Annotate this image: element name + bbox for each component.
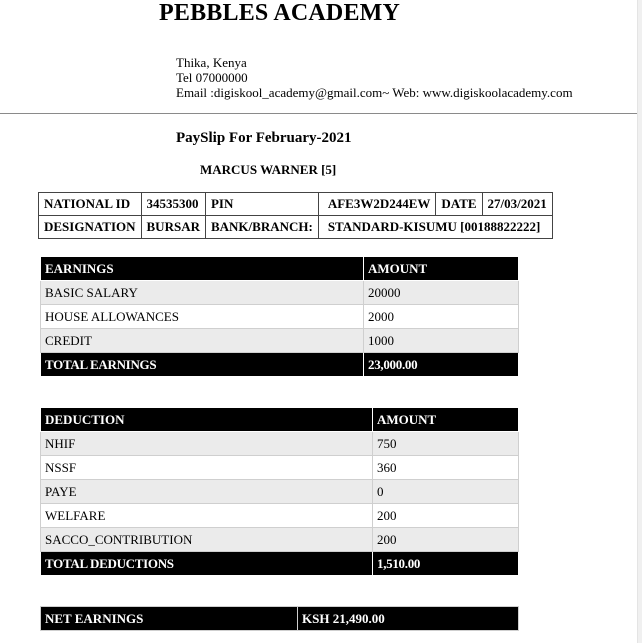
deduction-item: WELFARE — [41, 504, 373, 528]
deduction-amount: 200 — [373, 528, 519, 552]
deduction-item: NHIF — [41, 432, 373, 456]
deductions-table — [40, 407, 519, 576]
net-earnings-row — [41, 607, 519, 631]
net-earnings-label: NET EARNINGS — [41, 607, 298, 631]
earning-item: BASIC SALARY — [41, 281, 364, 305]
earning-item: HOUSE ALLOWANCES — [41, 305, 364, 329]
earning-item: CREDIT — [41, 329, 364, 353]
pin-label: PIN — [205, 193, 318, 216]
deduction-item: PAYE — [41, 480, 373, 504]
table-row — [41, 281, 519, 305]
national-id-label: NATIONAL ID — [39, 193, 142, 216]
deduction-amount-column-header: AMOUNT — [373, 408, 519, 432]
table-row — [41, 480, 519, 504]
net-earnings-value: KSH 21,490.00 — [298, 607, 519, 631]
email-web-text: Email :digiskool_academy@gmail.com~ Web: www.digiskoolacademy.com — [176, 85, 573, 100]
table-row — [41, 456, 519, 480]
school-name: PEBBLES ACADEMY — [159, 0, 401, 26]
designation-value: BURSAR — [141, 216, 205, 239]
earnings-header-row — [41, 257, 519, 281]
deduction-amount: 360 — [373, 456, 519, 480]
earnings-total-row — [41, 353, 519, 377]
date-value: 27/03/2021 — [482, 193, 552, 216]
earnings-table — [40, 256, 519, 377]
employee-info-table — [38, 192, 553, 239]
total-earnings-label: TOTAL EARNINGS — [41, 353, 364, 377]
deduction-amount: 0 — [373, 480, 519, 504]
earning-amount: 20000 — [364, 281, 519, 305]
date-label: DATE — [436, 193, 482, 216]
deduction-column-header: DEDUCTION — [41, 408, 373, 432]
total-earnings-value: 23,000.00 — [364, 353, 519, 377]
total-deductions-label: TOTAL DEDUCTIONS — [41, 552, 373, 576]
designation-label: DESIGNATION — [39, 216, 142, 239]
national-id-value: 34535300 — [141, 193, 205, 216]
table-row — [41, 504, 519, 528]
earnings-amount-column-header: AMOUNT — [364, 257, 519, 281]
earnings-column-header: EARNINGS — [41, 257, 364, 281]
telephone-text: Tel 07000000 — [176, 70, 248, 85]
contact-block — [176, 55, 573, 100]
deduction-item: NSSF — [41, 456, 373, 480]
bank-label: BANK/BRANCH: — [205, 216, 318, 239]
deduction-amount: 200 — [373, 504, 519, 528]
table-row — [41, 432, 519, 456]
pin-value: AFE3W2D244EW — [318, 193, 436, 216]
earning-amount: 2000 — [364, 305, 519, 329]
earning-amount: 1000 — [364, 329, 519, 353]
info-row — [39, 193, 553, 216]
payslip-title: PaySlip For February-2021 — [176, 130, 352, 146]
vertical-scrollbar[interactable] — [637, 0, 642, 643]
info-row — [39, 216, 553, 239]
deduction-amount: 750 — [373, 432, 519, 456]
deduction-item: SACCO_CONTRIBUTION — [41, 528, 373, 552]
net-earnings-table — [40, 606, 519, 631]
employee-name: MARCUS WARNER [5] — [200, 162, 337, 177]
deductions-header-row — [41, 408, 519, 432]
deductions-total-row — [41, 552, 519, 576]
table-row — [41, 528, 519, 552]
table-row — [41, 305, 519, 329]
total-deductions-value: 1,510.00 — [373, 552, 519, 576]
bank-value: STANDARD-KISUMU [00188822222] — [318, 216, 552, 239]
location-text: Thika, Kenya — [176, 55, 247, 70]
table-row — [41, 329, 519, 353]
header-divider — [0, 113, 637, 114]
